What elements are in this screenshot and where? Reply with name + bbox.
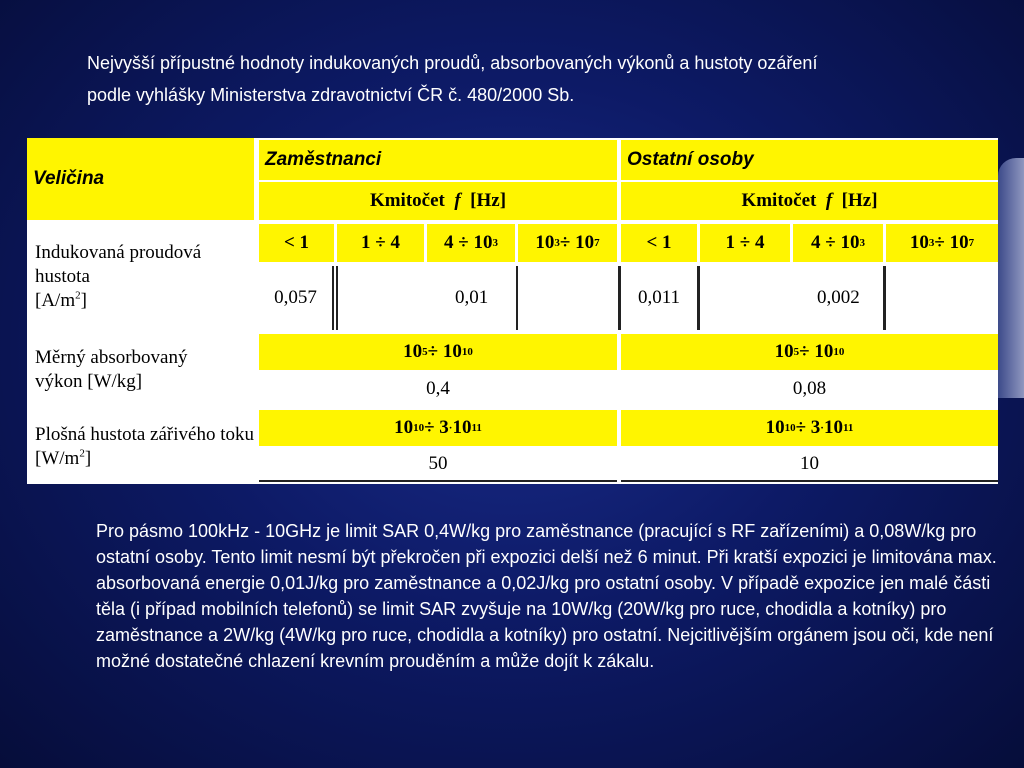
range-text: 10 [823, 417, 843, 438]
decorative-panel [998, 158, 1024, 398]
value-sar-others: 0,08 [621, 372, 998, 406]
value-current-employees-mid: 0,01 [455, 287, 489, 308]
label-induced-current [27, 224, 254, 330]
range-power-others: 10 10 ÷ 3 · 10 11 [621, 410, 998, 446]
value-sar-employees: 0,4 [259, 372, 617, 406]
range-text: 10 [394, 417, 414, 438]
unit-power-density-exp: 2 [79, 447, 85, 460]
slide-title [87, 50, 967, 108]
label-power-density-text: Plošná hustota zářivého toku [35, 424, 254, 445]
freq-header-employees [259, 182, 617, 220]
value-current-others-lt1: 0,011 [637, 287, 681, 308]
label-sar [27, 334, 254, 406]
label-sar-text: Měrný absorbovaný výkon [W/kg] [35, 347, 188, 392]
unit-induced-current-exp: 2 [75, 289, 81, 302]
range-4-1e3-others: 4 ÷ 10 3 [793, 224, 883, 262]
freq-header-others [621, 182, 998, 220]
range-text: 10 [774, 341, 794, 362]
range-text: 10 [765, 417, 785, 438]
value-power-employees: 50 [259, 448, 617, 482]
freq-symbol: f [454, 190, 461, 211]
unit-power-density: [W/m [35, 448, 80, 469]
range-power-employees: 10 10 ÷ 3 · 10 11 [259, 410, 617, 446]
unit-induced-current: [A/m [35, 290, 76, 311]
range-sar-others: 10 5 ÷ 10 10 [621, 334, 998, 370]
value-current-others-mid: 0,002 [817, 287, 860, 308]
freq-symbol: f [825, 190, 833, 211]
value-power-others: 10 [621, 448, 998, 482]
range-sar-employees: 10 5 ÷ 10 10 [259, 334, 617, 370]
range-text: ÷ 10 [427, 341, 462, 362]
unit-induced-current-end: ] [80, 290, 87, 311]
range-lt1-employees: < 1 [259, 224, 334, 262]
range-text: 10 [452, 417, 472, 438]
range-text: 10 [909, 232, 929, 253]
range-text: 4 ÷ 10 [811, 232, 860, 253]
range-text: ÷ 10 [934, 232, 969, 253]
range-text: 10 [535, 232, 555, 253]
freq-label: Kmitočet [369, 190, 445, 211]
range-text: 10 [403, 341, 423, 362]
divider [883, 266, 886, 330]
header-others: Ostatní osoby [621, 140, 998, 180]
range-4-1e3-employees: 4 ÷ 10 3 [427, 224, 515, 262]
header-employees: Zaměstnanci [259, 140, 617, 180]
divider [336, 266, 338, 330]
title-line-1: Nejvyšší přípustné hodnoty indukovaných proudů, absorbovaných výkonů a hustoty ozáření [87, 53, 818, 73]
unit-power-density-end: ] [84, 448, 92, 469]
range-text: ÷ 10 [799, 341, 834, 362]
range-text: ÷ 3 [424, 417, 449, 438]
range-1-4-employees: 1 ÷ 4 [337, 224, 424, 262]
range-lt1-others: < 1 [621, 224, 697, 262]
freq-unit: [Hz] [470, 190, 507, 211]
range-text: 4 ÷ 10 [444, 232, 493, 253]
freq-unit: [Hz] [841, 190, 878, 211]
header-quantity: Veličina [27, 138, 254, 220]
value-current-employees-lt1: 0,057 [259, 266, 334, 330]
divider [516, 266, 518, 330]
label-induced-current-text: Indukovaná proudová hustota [35, 242, 202, 287]
freq-label: Kmitočet [741, 190, 817, 211]
range-text: ÷ 3 [795, 417, 821, 438]
label-power-density [27, 410, 254, 484]
range-1-4-others: 1 ÷ 4 [700, 224, 790, 262]
title-line-2: podle vyhlášky Ministerstva zdravotnictví ČR č. 480/2000 Sb. [87, 85, 575, 105]
limits-table [27, 138, 998, 484]
divider [697, 266, 700, 330]
range-1e3-1e7-employees: 10 3 ÷ 10 7 [518, 224, 617, 262]
range-1e3-1e7-others: 10 3 ÷ 10 7 [886, 224, 998, 262]
body-paragraph: Pro pásmo 100kHz - 10GHz je limit SAR 0,4W/kg pro zaměstnance (pracující s RF zařízeními) a 0,08W/kg pro ostatní osoby. Tento limit nesmí být překročen při expozici delší než 6 minut. Při kratší expozici je limitována max. absorbovaná energie 0,01J/kg pro zaměstnance a 0,02J/kg pro ostatní osoby. V případě expozice jen malé části těla (i případ mobilních telefonů) se limit SAR zvyšuje na 10W/kg (20W/kg pro ruce, chodidla a kotníky) pro zaměstnance a 2W/kg (4W/kg pro ruce, chodidla a kotníky) pro ostatní. Nejcitlivějším orgánem jsou oči, kde není možné dostatečné chlazení krevním prouděním a může dojít k zákalu. [96, 521, 997, 671]
range-text: ÷ 10 [559, 232, 595, 253]
